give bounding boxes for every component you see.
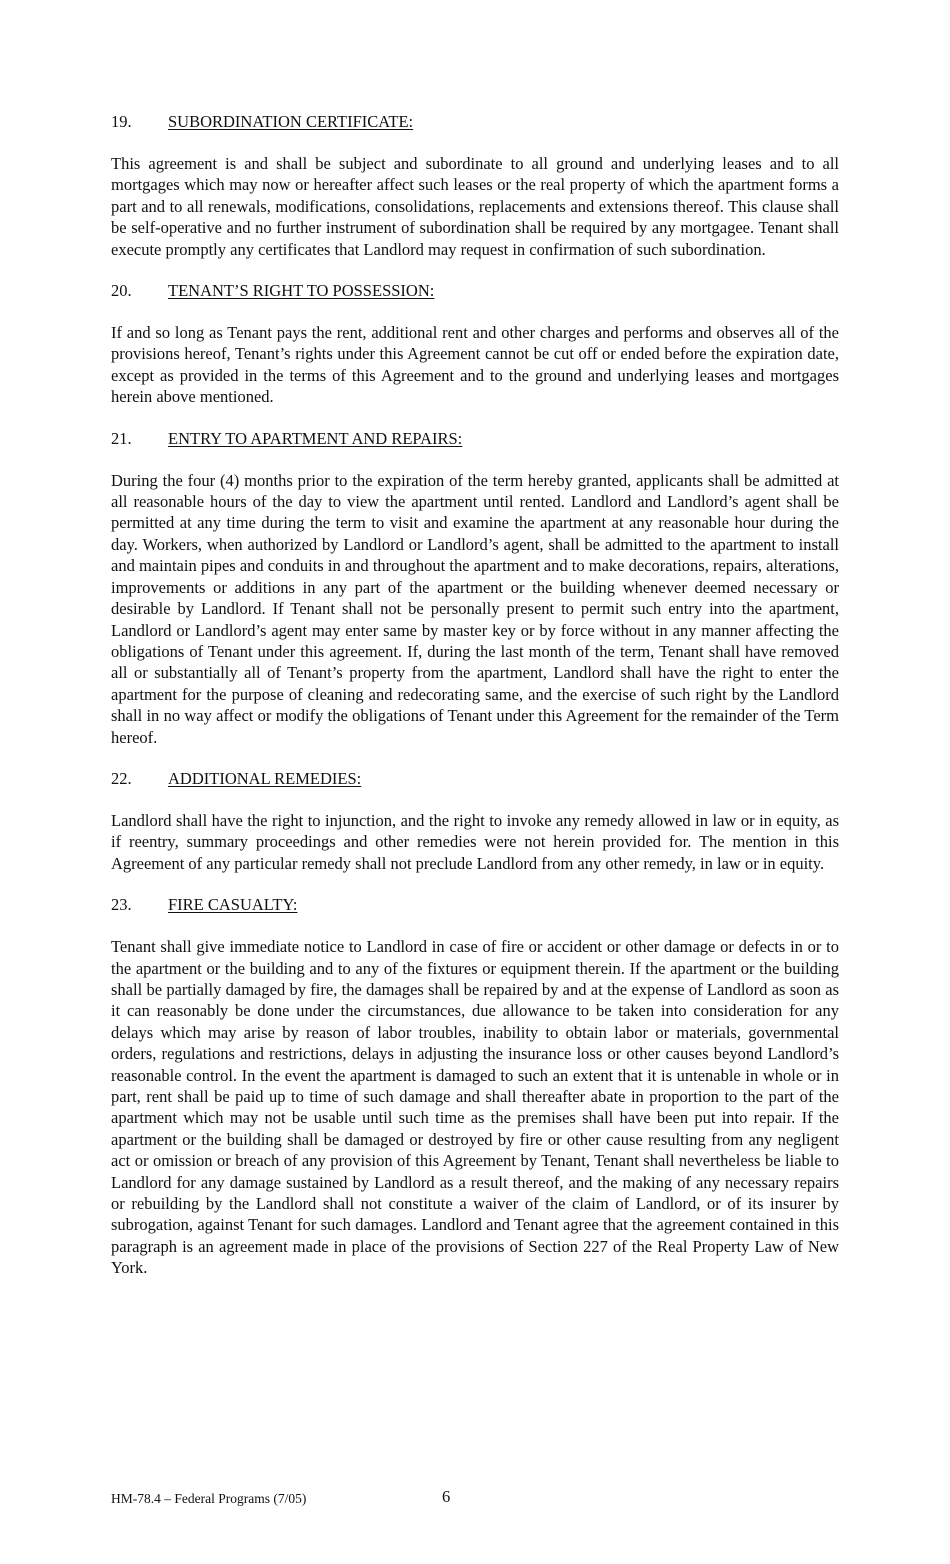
document-page [111,111,839,1299]
section-body: If and so long as Tenant pays the rent, additional rent and other charges and performs and observes all of the provisions hereof, Tenant’s rights under this Agreement cannot be cut off or ended before the expiration date, except as provided in the terms of this Agreement and to the ground and underlying leases and mortgages herein above mentioned. [111,323,839,407]
section-title: TENANT’S RIGHT TO POSSESSION: [168,281,435,301]
section-heading [111,428,839,450]
section-heading [111,768,839,790]
section-23 [111,894,839,1279]
section-number: 19. [111,112,132,131]
section-body: This agreement is and shall be subject and subordinate to all ground and underlying leases and to all mortgages which may now or hereafter affect such leases or the real property of which the apartment forms a part and to all renewals, modifications, consolidations, replacements and extensions thereof. This clause shall be self-operative and no further instrument of subordination shall be required by any mortgagee. Tenant shall execute promptly any certificates that Landlord may request in confirmation of such subordination. [111,154,839,259]
section-title: FIRE CASUALTY: [168,895,298,915]
page-number: 6 [442,1487,451,1506]
section-number: 21. [111,428,132,448]
section-title: ENTRY TO APARTMENT AND REPAIRS: [168,428,463,448]
section-22 [111,768,839,874]
section-heading [111,894,839,916]
section-body: During the four (4) months prior to the expiration of the term hereby granted, applicants shall be admitted at all reasonable hours of the day to view the apartment until rented. Landlord and Landlord’s agent shall be permitted at any time during the term to visit and examine the apartment at any reasonable hour during the day. Workers, when authorized by Landlord or Landlord’s agent, shall be admitted to the apartment to install and maintain pipes and conduits in and throughout the apartment and to make decorations, repairs, alterations, improvements or additions in any part of the apartment or the building whenever deemed necessary or desirable by Landlord. If Tenant shall not be personally present to permit such entry into the apartment, Landlord or Landlord’s agent may enter same by master key or by force without in any manner affecting the obligations of Tenant under this agreement. If, during the last month of the term, Tenant shall have removed all or substantially all of Tenant’s property from the apartment, Landlord shall have the right to enter the apartment for the purpose of cleaning and redecorating same, and the exercise of such right by the Landlord shall in no way affect or modify the obligations of Tenant under this Agreement for the remainder of the Term hereof. [111,470,839,747]
section-body: Landlord shall have the right to injunction, and the right to invoke any remedy allowed in law or in equity, as if reentry, summary proceedings and other remedies were not herein provided for. The mention in this Agreement of any particular remedy shall not preclude Landlord from any other remedy, in law or in equity. [111,810,839,873]
section-19 [111,111,839,260]
section-heading [111,111,839,133]
section-number: 23. [111,895,132,915]
section-20 [111,280,839,408]
section-title: ADDITIONAL REMEDIES: [168,768,362,788]
form-identifier: HM-78.4 – Federal Programs (7/05) [111,1491,307,1506]
section-21 [111,428,839,748]
section-number: 20. [111,281,132,301]
section-title: SUBORDINATION CERTIFICATE: [168,112,414,131]
section-heading [111,280,839,302]
section-number: 22. [111,768,132,788]
section-body: Tenant shall give immediate notice to Landlord in case of fire or accident or other damage or defects in or to the apartment or the building and to any of the fixtures or equipment therein. If the apartment or the building shall be partially damaged by fire, the damages shall be repaired by and at the expense of Landlord as soon as it can reasonably be done under the circumstances, due allowance to be taken into consideration for any delays which may arise by reason of labor troubles, inability to obtain labor or materials, governmental orders, regulations and restrictions, delays in adjusting the insurance loss or other causes beyond Landlord’s reasonable control. In the event the apartment is damaged to such an extent that it is untenable in whole or in part, rent shall be paid up to time of such damage and shall thereafter abate in proportion to the part of the apartment which may not be usable until such time as the premises shall have been put into repair. If the apartment or the building shall be damaged or destroyed by fire or other cause resulting from any negligent act or omission or breach of any provision of this Agreement by Tenant, Tenant shall nevertheless be liable to Landlord for any damage sustained by Landlord as a result thereof, and the making of any necessary repairs or rebuilding by the Landlord shall not constitute a waiver of the claim of Landlord, or of its insurer by subrogation, against Tenant for such damages. Landlord and Tenant agree that the agreement contained in this paragraph is an agreement made in place of the provisions of Section 227 of the Real Property Law of New York. [111,937,839,1278]
